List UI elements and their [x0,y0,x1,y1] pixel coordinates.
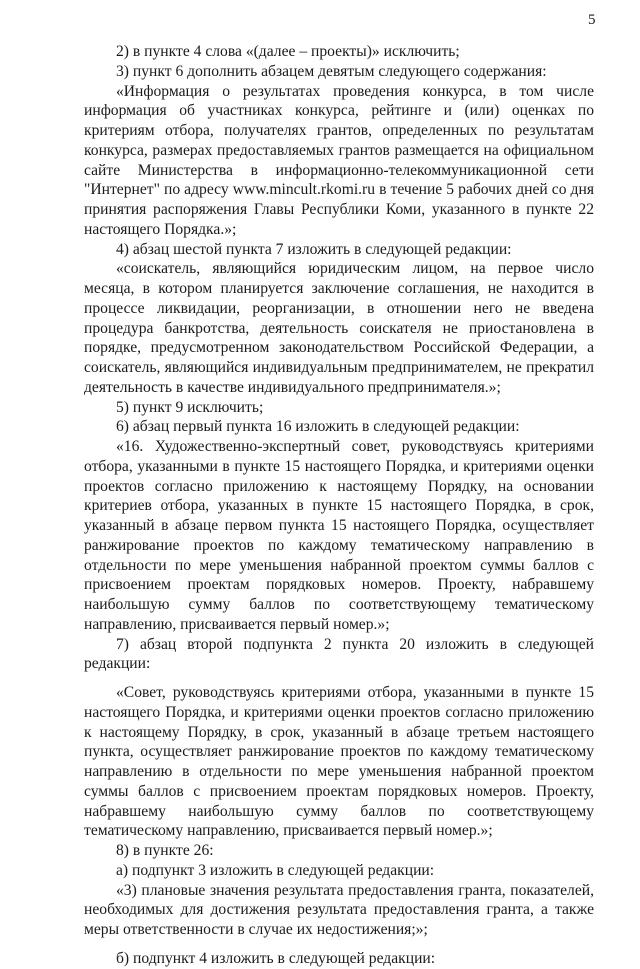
paragraph-quote-item-4: «соискатель, являющийся юридическим лицом, на первое число месяца, в котором планируется заключение соглашения, не находится в процессе ликвидации, реорганизации, в отношении него не введена процедура банкротства, деятельность соискателя не приостановлена в порядке, предусмотренном законодательством Российской Федерации, а соискатель, являющийся индивидуальным предпринимателем, не прекратил деятельность в качестве индивидуального предпринимателя.»; [84,260,594,396]
paragraph-subitem-b: б) подпункт 4 изложить в следующей редакции: [116,949,436,967]
paragraph-item-8: 8) в пункте 26: [116,842,214,859]
paragraph-item-6: 6) абзац первый пункта 16 изложить в следующей редакции: [116,418,520,436]
page-number: 5 [588,12,596,28]
paragraph-quote-subitem-a: «3) плановые значения результата предоставления гранта, показателей, необходимых для достижения результата предоставления гранта, а также меры ответственности в случае их недостижения;»; [84,881,594,938]
paragraph-quote-item-6: «16. Художественно-экспертный совет, руководствуясь критериями отбора, указанными в пункте 15 настоящего Порядка, и критериями оценки проектов согласно приложению к настоящему Порядку, на основании критериев отбора, указанных в пункте 15 настоящего Порядка, в срок, указанный в абзаце первом пункта 15 настоящего Порядка, осуществляет ранжирование проектов по каждому тематическому направлению в отдельности по мере уменьшения набранной проектом суммы баллов с присвоением проектам порядковых номеров. Проекту, набравшему наибольшую сумму баллов по соответствующему тематическому направлению, присваивается первый номер.»; [84,438,594,633]
paragraph-item-7: 7) абзац второй подпункта 2 пункта 20 изложить в следующей редакции: [84,635,594,673]
paragraph-item-4: 4) абзац шестой пункта 7 изложить в следующей редакции: [116,240,512,258]
paragraph-quote-item-3: «Информация о результатах проведения конкурса, в том числе информация об участниках конкурса, рейтинге и (или) оценках по критериям отбора, получателях грантов, определенных по результатам конкурса, размерах предоставляемых грантов размещается на официальном сайте Министерства в информационно-телекоммуникационной сети "Интернет" по адресу www.mincult.rkomi.ru в течение 5 рабочих дней со дня принятия распоряжения Главы Республики Коми, указанного в пункте 22 настоящего Порядка.»; [84,82,594,238]
paragraph-subitem-a: а) подпункт 3 изложить в следующей редакции: [116,861,435,879]
paragraph-item-2: 2) в пункте 4 слова «(далее – проекты)» исключить; [116,43,460,60]
paragraph-item-5: 5) пункт 9 исключить; [116,398,264,416]
paragraph-item-3: 3) пункт 6 дополнить абзацем девятым следующего содержания: [116,62,547,80]
document-body [84,42,594,969]
paragraph-quote-item-7: «Совет, руководствуясь критериями отбора, указанными в пункте 15 настоящего Порядка, и критериями оценки проектов согласно приложению к настоящему Порядку, в срок, указанный в абзаце третьем настоящего пункта, осуществляет ранжирование проектов по каждому тематическому направлению в отдельности по мере уменьшения набранной проектом суммы баллов с присвоением проектам порядковых номеров. Проекту, набравшему наибольшую сумму баллов по соответствующему тематическому направлению, присваивается первый номер.»; [84,684,594,840]
